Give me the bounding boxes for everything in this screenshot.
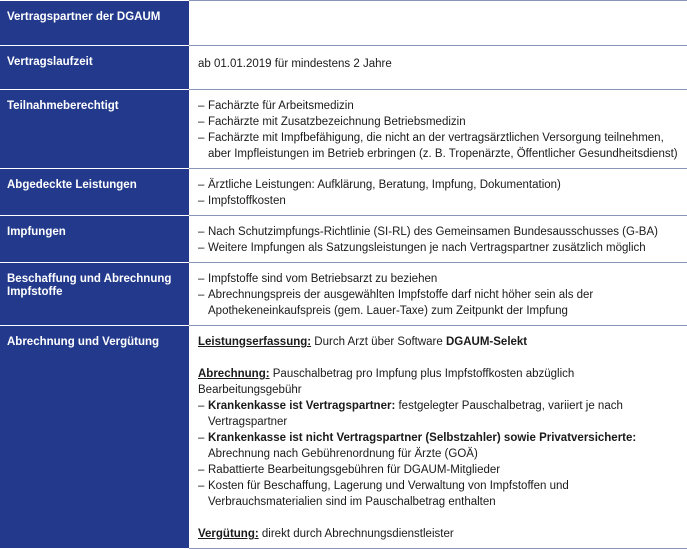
list-item: – Weitere Impfungen als Satzungsleistungen je nach Vertragspartner zusätzlich möglich <box>198 240 681 256</box>
bullet-list <box>198 398 681 510</box>
table-row <box>0 169 687 216</box>
list-item: – Ärztliche Leistungen: Aufklärung, Beratung, Impfung, Dokumentation) <box>198 177 681 193</box>
list-item: – Krankenkasse ist nicht Vertragspartner (Selbstzahler) sowie Privatversicherte: Abrechnung nach Gebührenordnung für Ärzte (GOÄ) <box>198 430 681 462</box>
list-item: – Impfstoffkosten <box>198 193 681 209</box>
row-value <box>189 216 687 263</box>
bullet-list <box>198 177 681 209</box>
row-label: Beschaffung und Abrechnung Impfstoffe <box>0 263 189 326</box>
row-label: Abrechnung und Vergütung <box>0 326 189 549</box>
list-item: – Fachärzte mit Zusatzbezeichnung Betriebsmedizin <box>198 114 681 130</box>
list-item: – Kosten für Beschaffung, Lagerung und Verwaltung von Impfstoffen und Verbrauchsmaterialien sind im Pauschalbetrag enthalten <box>198 478 681 510</box>
list-item: – Impfstoffe sind vom Betriebsarzt zu beziehen <box>198 271 681 287</box>
list-item: – Nach Schutzimpfungs-Richtlinie (SI-RL) des Gemeinsamen Bundesausschusses (G-BA) <box>198 224 681 240</box>
row-value <box>189 326 687 549</box>
laufzeit-text: ab 01.01.2019 für mindestens 2 Jahre <box>198 58 392 70</box>
verguetung-key: Vergütung: <box>198 528 259 540</box>
row-value <box>189 263 687 326</box>
verguetung-line: Vergütung: direkt durch Abrechnungsdienstleister <box>198 528 454 540</box>
row-label: Vertragslaufzeit <box>0 46 189 90</box>
row-label: Vertragspartner der DGAUM <box>0 1 189 46</box>
bullet-list <box>198 271 681 319</box>
software-name: DGAUM-Selekt <box>445 336 528 348</box>
list-item: – Fachärzte mit Impfbefähigung, die nicht an der vertragsärztlichen Versorgung teilnehmen, aber Impfleistungen im Betrieb erbringen (z. B. Tropenärzte, Öffentlicher Gesundheitsdienst) <box>198 130 681 162</box>
row-value <box>189 1 687 46</box>
list-item: – Fachärzte für Arbeitsmedizin <box>198 98 681 114</box>
abrechnung-line: Abrechnung: Pauschalbetrag pro Impfung plus Impfstoffkosten abzüglich Bearbeitungsgebühr <box>198 368 575 396</box>
row-label: Abgedeckte Leistungen <box>0 169 189 216</box>
leistungserfassung-line: Leistungserfassung: Durch Arzt über Software DGAUM-Selekt <box>198 336 528 348</box>
leistungserfassung-key: Leistungserfassung: <box>198 336 312 348</box>
abrechnung-key: Abrechnung: <box>198 368 270 380</box>
bullet-list <box>198 98 681 162</box>
table-row <box>0 263 687 326</box>
list-item: – Abrechnungspreis der ausgewählten Impfstoffe darf nicht höher sein als der Apothekeneinkaufspreis (gem. Lauer-Taxe) zum Zeitpunkt der Impfung <box>198 287 681 319</box>
row-label: Teilnahmeberechtigt <box>0 90 189 169</box>
table-row <box>0 46 687 90</box>
bullet-list <box>198 224 681 256</box>
row-value <box>189 46 687 90</box>
row-label: Impfungen <box>0 216 189 263</box>
list-item: – Krankenkasse ist Vertragspartner: festgelegter Pauschalbetrag, variiert je nach Vertragspartner <box>198 398 681 430</box>
table-row <box>0 216 687 263</box>
row-value <box>189 90 687 169</box>
list-item: – Rabattierte Bearbeitungsgebühren für DGAUM-Mitglieder <box>198 462 681 478</box>
table-row <box>0 326 687 549</box>
table-row <box>0 1 687 46</box>
row-value <box>189 169 687 216</box>
table-row <box>0 90 687 169</box>
